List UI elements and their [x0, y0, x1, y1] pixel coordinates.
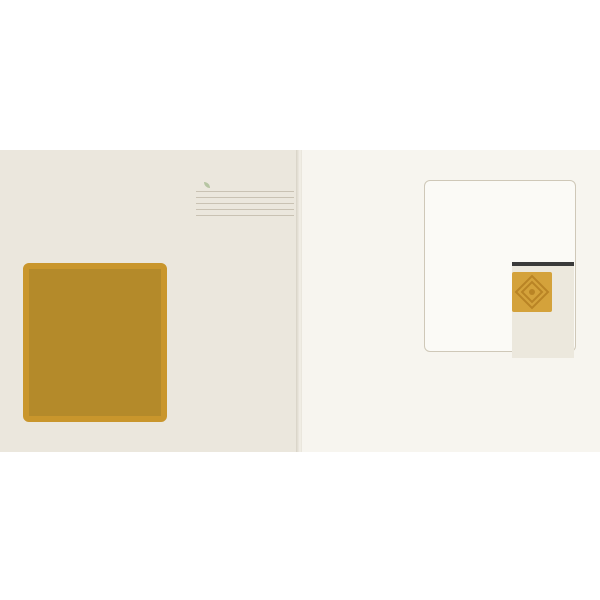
level-section: [196, 182, 294, 192]
materials-section: [196, 203, 294, 204]
special-section: [196, 215, 294, 216]
leaf-icon: [204, 182, 210, 188]
info-column: [196, 182, 294, 221]
divider: [196, 215, 294, 216]
combine-heading: [512, 262, 574, 266]
crochet-swatch-photo: [20, 260, 170, 425]
techniques-section: [196, 209, 294, 210]
divider: [196, 209, 294, 210]
divider: [196, 191, 294, 192]
divider: [196, 197, 294, 198]
combine-caption: [512, 317, 574, 321]
combine-swatch-photo: [512, 272, 552, 312]
instructions-column: [316, 182, 412, 185]
symbols-section: [196, 197, 294, 198]
combine-box: [512, 262, 574, 358]
book-spread: [0, 150, 600, 452]
instructions-continued: [430, 368, 520, 371]
level-heading: [196, 182, 294, 189]
divider: [196, 203, 294, 204]
